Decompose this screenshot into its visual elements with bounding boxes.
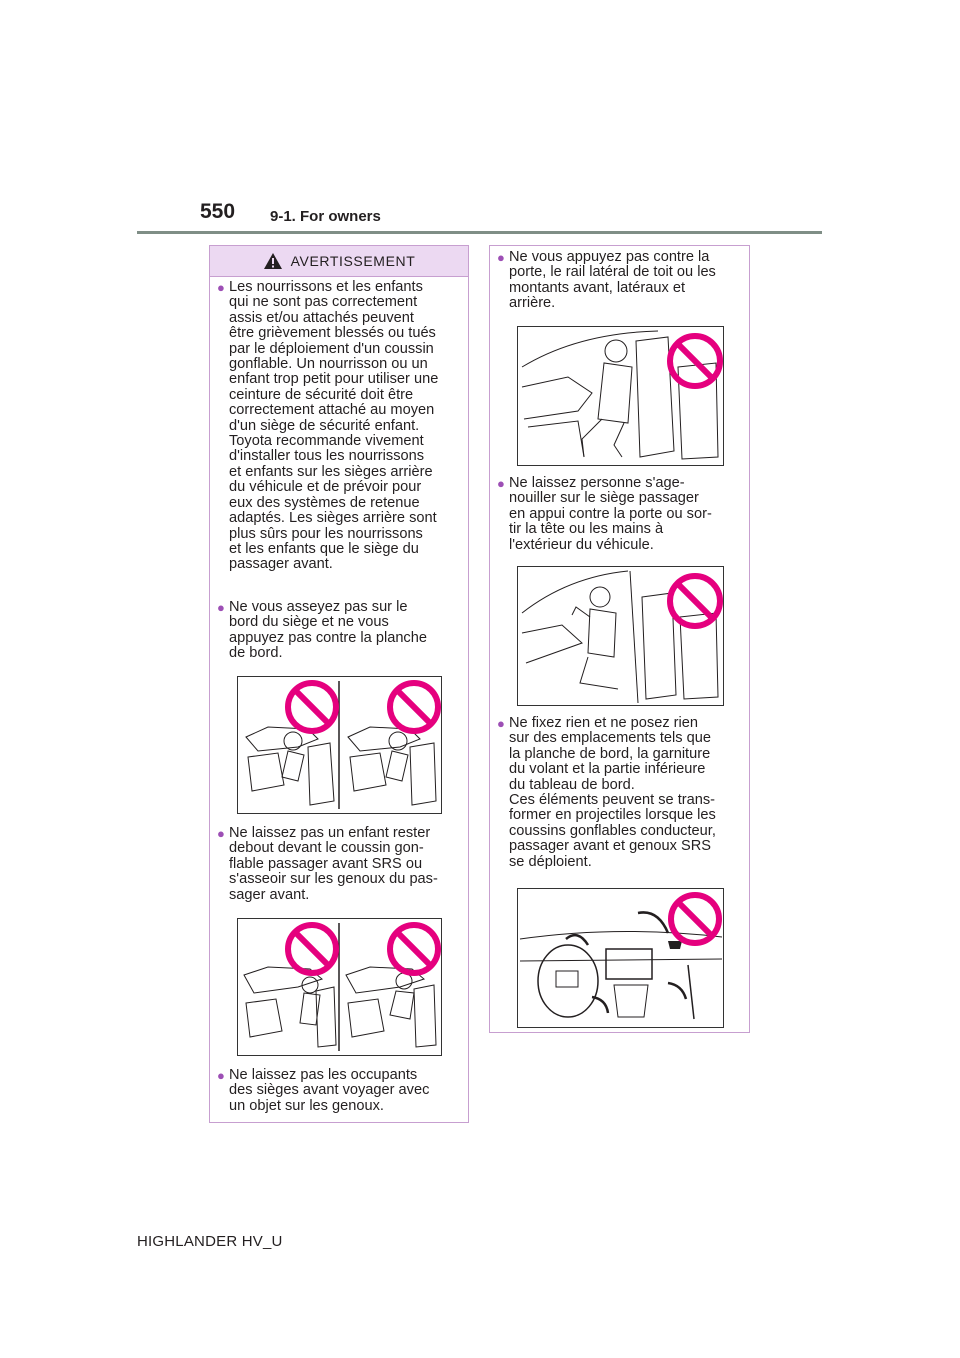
prohibited-icon <box>390 683 438 731</box>
warning-item-text: Ne vous appuyez pas contre la porte, le rail latéral de toit ou les montants avant, latéraux et arrière. <box>509 249 716 312</box>
warning-item-text: Les nourrissons et les enfants qui ne sont pas correctement assis et/ou attachés peuvent être grièvement blessés ou tués par le déploiement d'un coussin gonflable. Un nourrisson ou un enfant trop petit pour utiliser une ceinture de sécurité doit être correctement attaché au moyen d'un siège de sécurité enfant. Toyota recommande vivement d'installer tous les nourrissons et enfants sur les sièges arrière du véhicule et de prévoir pour eux des systèmes de retenue adaptés. Les sièges arrière sont plus sûrs pour les nourrissons et les enfants que le siège du passager avant. <box>229 279 439 573</box>
warning-item-text: Ne fixez rien et ne posez rien sur des emplacements tels que la planche de bord, la garniture du volant et la partie inférieure du tableau de bord. Ces éléments peuvent se trans- former en projectiles lorsque les coussins gonflables conducteur, passager avant et genoux SRS se déploient. <box>509 715 716 870</box>
bullet-icon: ● <box>217 280 225 295</box>
warning-item-5 <box>497 250 743 312</box>
warning-item-text: Ne laissez pas les occupants des sièges avant voyager avec un objet sur les genoux. <box>229 1067 430 1114</box>
kneeling-drawing <box>518 567 723 705</box>
seat-edge-drawing <box>238 677 441 813</box>
prohibited-icon <box>670 336 720 386</box>
warning-item-1 <box>217 280 463 573</box>
warning-item-3 <box>217 826 463 903</box>
illustration-door-lean <box>517 326 724 466</box>
warning-item-4 <box>217 1068 463 1114</box>
bullet-icon: ● <box>217 600 225 615</box>
warning-triangle-icon <box>263 252 283 270</box>
prohibited-icon <box>390 925 438 973</box>
bullet-icon: ● <box>217 1068 225 1083</box>
bullet-icon: ● <box>497 716 505 731</box>
warning-item-text: Ne laissez pas un enfant rester debout devant le coussin gon- flable passager avant SRS ou s'asseoir sur les genoux du pas- sager avant. <box>229 825 438 903</box>
header-rule <box>137 231 822 234</box>
warning-title: AVERTISSEMENT <box>290 253 416 269</box>
warning-item-2 <box>217 600 463 662</box>
footer-model-label: HIGHLANDER HV_U <box>137 1233 283 1250</box>
bullet-icon: ● <box>217 826 225 841</box>
page-number: 550 <box>200 200 236 223</box>
door-lean-drawing <box>518 327 723 465</box>
prohibited-icon <box>288 925 336 973</box>
warning-box-right <box>489 245 750 1033</box>
section-title: 9-1. For owners <box>270 208 381 225</box>
warning-header <box>210 246 468 277</box>
warning-item-6 <box>497 476 743 553</box>
warning-item-7 <box>497 716 743 870</box>
warning-box-left <box>209 245 469 1123</box>
bullet-icon: ● <box>497 250 505 265</box>
dashboard-drawing <box>518 889 723 1027</box>
illustration-dashboard <box>517 888 724 1028</box>
illustration-kneeling <box>517 566 724 706</box>
bullet-icon: ● <box>497 476 505 491</box>
warning-item-text: Ne laissez personne s'age- nouiller sur le siège passager en appui contre la porte ou sor- tir la tête ou les mains à l'extérieur du véhicule. <box>509 475 712 553</box>
child-front-drawing <box>238 919 441 1055</box>
warning-item-text: Ne vous asseyez pas sur le bord du siège et ne vous appuyez pas contre la planche de bord. <box>229 599 427 662</box>
prohibited-icon <box>670 576 720 626</box>
prohibited-icon <box>671 895 719 943</box>
illustration-seat-edge <box>237 676 442 814</box>
illustration-child-front <box>237 918 442 1056</box>
prohibited-icon <box>288 683 336 731</box>
